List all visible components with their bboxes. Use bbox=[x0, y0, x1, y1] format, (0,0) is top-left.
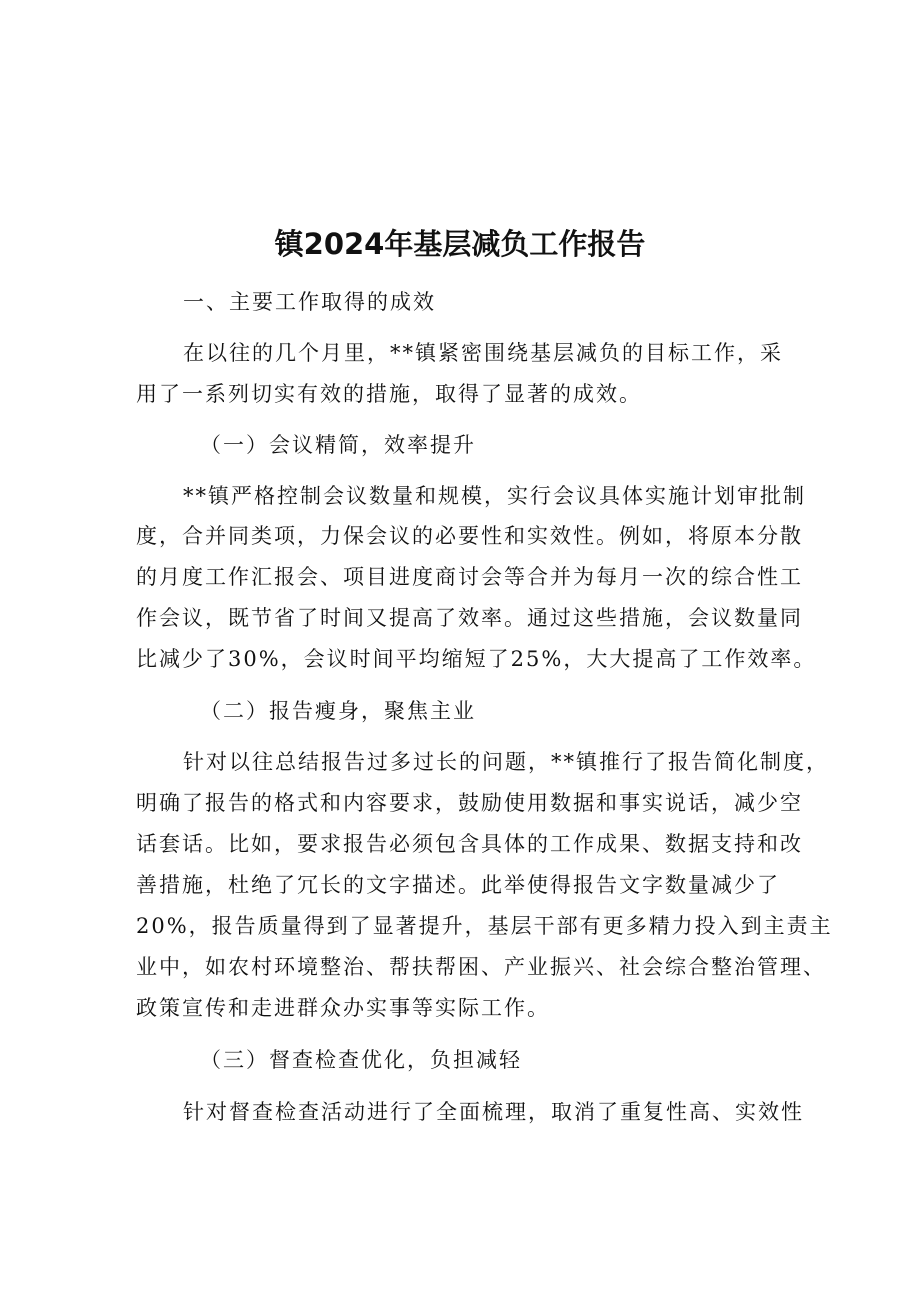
subsection-heading: （三）督查检查优化，负担减轻 bbox=[200, 1048, 522, 1072]
body-line: 作会议，既节省了时间又提高了效率。通过这些措施，会议数量同 bbox=[136, 606, 803, 630]
body-line: 20%，报告质量得到了显著提升，基层干部有更多精力投入到主责主 bbox=[136, 914, 833, 938]
body-line: 话套话。比如，要求报告必须包含具体的工作成果、数据支持和改 bbox=[136, 832, 803, 856]
section-heading: 一、主要工作取得的成效 bbox=[183, 290, 436, 314]
body-line: 业中，如农村环境整治、帮扶帮困、产业振兴、社会综合整治管理、 bbox=[136, 955, 826, 979]
intro-line: 在以往的几个月里，**镇紧密围绕基层减负的目标工作，采 bbox=[183, 341, 783, 365]
body-line: 明确了报告的格式和内容要求，鼓励使用数据和事实说话，减少空 bbox=[136, 791, 803, 815]
body-line: 政策宣传和走进群众办实事等实际工作。 bbox=[136, 996, 550, 1020]
body-line: 善措施，杜绝了冗长的文字描述。此举使得报告文字数量减少了 bbox=[136, 873, 780, 897]
subsection-heading: （二）报告瘦身，聚焦主业 bbox=[200, 699, 476, 723]
body-line: 比减少了30%，会议时间平均缩短了25%，大大提高了工作效率。 bbox=[136, 647, 817, 671]
body-line: 度，合并同类项，力保会议的必要性和实效性。例如，将原本分散 bbox=[136, 524, 803, 548]
body-line: 的月度工作汇报会、项目进度商讨会等合并为每月一次的综合性工 bbox=[136, 565, 803, 589]
body-line: 针对以往总结报告过多过长的问题，**镇推行了报告简化制度， bbox=[183, 750, 829, 774]
document-title: 镇2024年基层减负工作报告 bbox=[274, 227, 646, 261]
body-line: **镇严格控制会议数量和规模，实行会议具体实施计划审批制 bbox=[183, 484, 806, 508]
body-line: 针对督查检查活动进行了全面梳理，取消了重复性高、实效性 bbox=[183, 1100, 804, 1124]
subsection-heading: （一）会议精简，效率提升 bbox=[200, 433, 476, 457]
intro-line: 用了一系列切实有效的措施，取得了显著的成效。 bbox=[136, 382, 642, 406]
